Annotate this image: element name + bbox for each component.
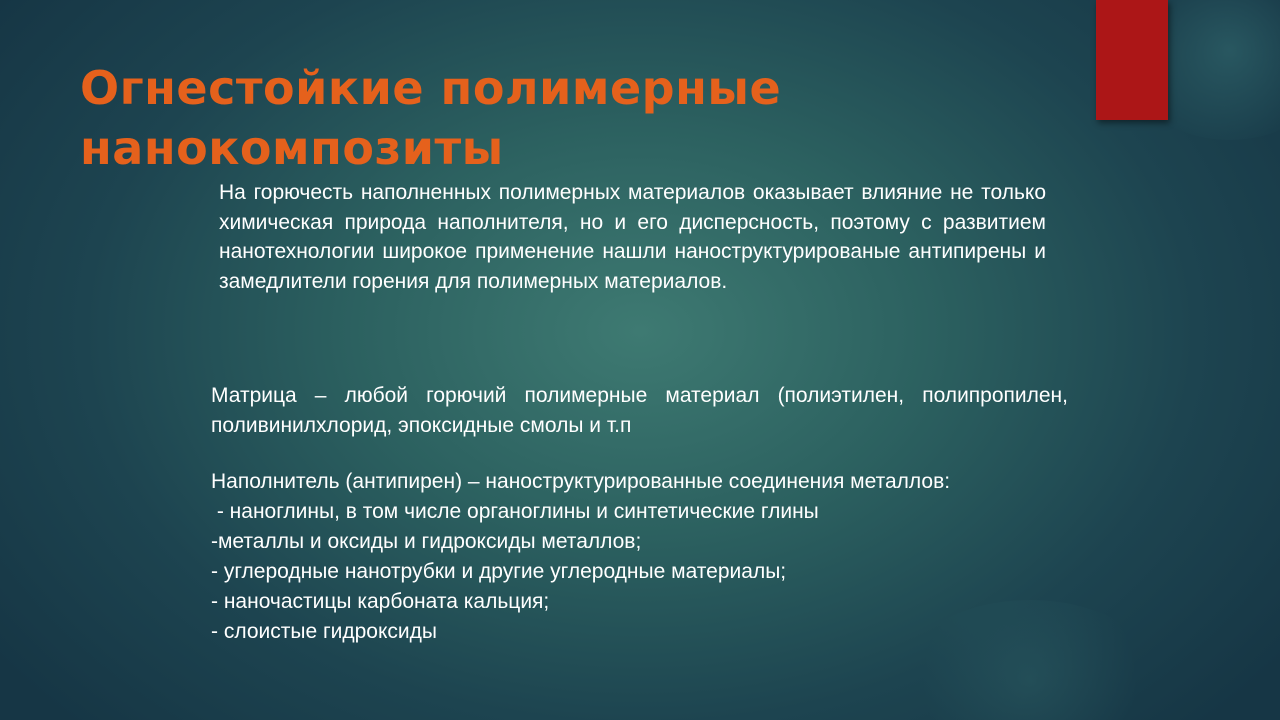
slide-title-line-1: Огнестойкие полимерные — [80, 61, 782, 115]
filler-heading: Наполнитель (антипирен) – наноструктурированные соединения металлов: — [211, 470, 951, 493]
intro-paragraph: На горючесть наполненных полимерных материалов оказывает влияние не только химическая природа наполнителя, но и его дисперсность, поэтому с развитием нанотехнологии широкое применение нашли наноструктурированые антипирены и замедлители горения для полимерных материалов. — [219, 181, 1046, 293]
slide-title-line-2: нанокомпозиты — [80, 121, 504, 175]
matrix-paragraph: Матрица – любой горючий полимерные материал (полиэтилен, полипропилен, поливинилхлорид, эпоксидные смолы и т.п — [211, 384, 1068, 437]
filler-list-item: - слоистые гидроксиды — [211, 620, 437, 643]
red-accent-bar — [1096, 0, 1168, 120]
filler-list-item: -металлы и оксиды и гидроксиды металлов; — [211, 530, 642, 553]
filler-list-item: - наноглины, в том числе органоглины и синтетические глины — [211, 500, 819, 523]
slide-title — [80, 58, 940, 178]
filler-list-item: - углеродные нанотрубки и другие углеродные материалы; — [211, 560, 787, 583]
filler-list-item: - наночастицы карбоната кальция; — [211, 590, 550, 613]
filler-block — [211, 467, 1081, 647]
